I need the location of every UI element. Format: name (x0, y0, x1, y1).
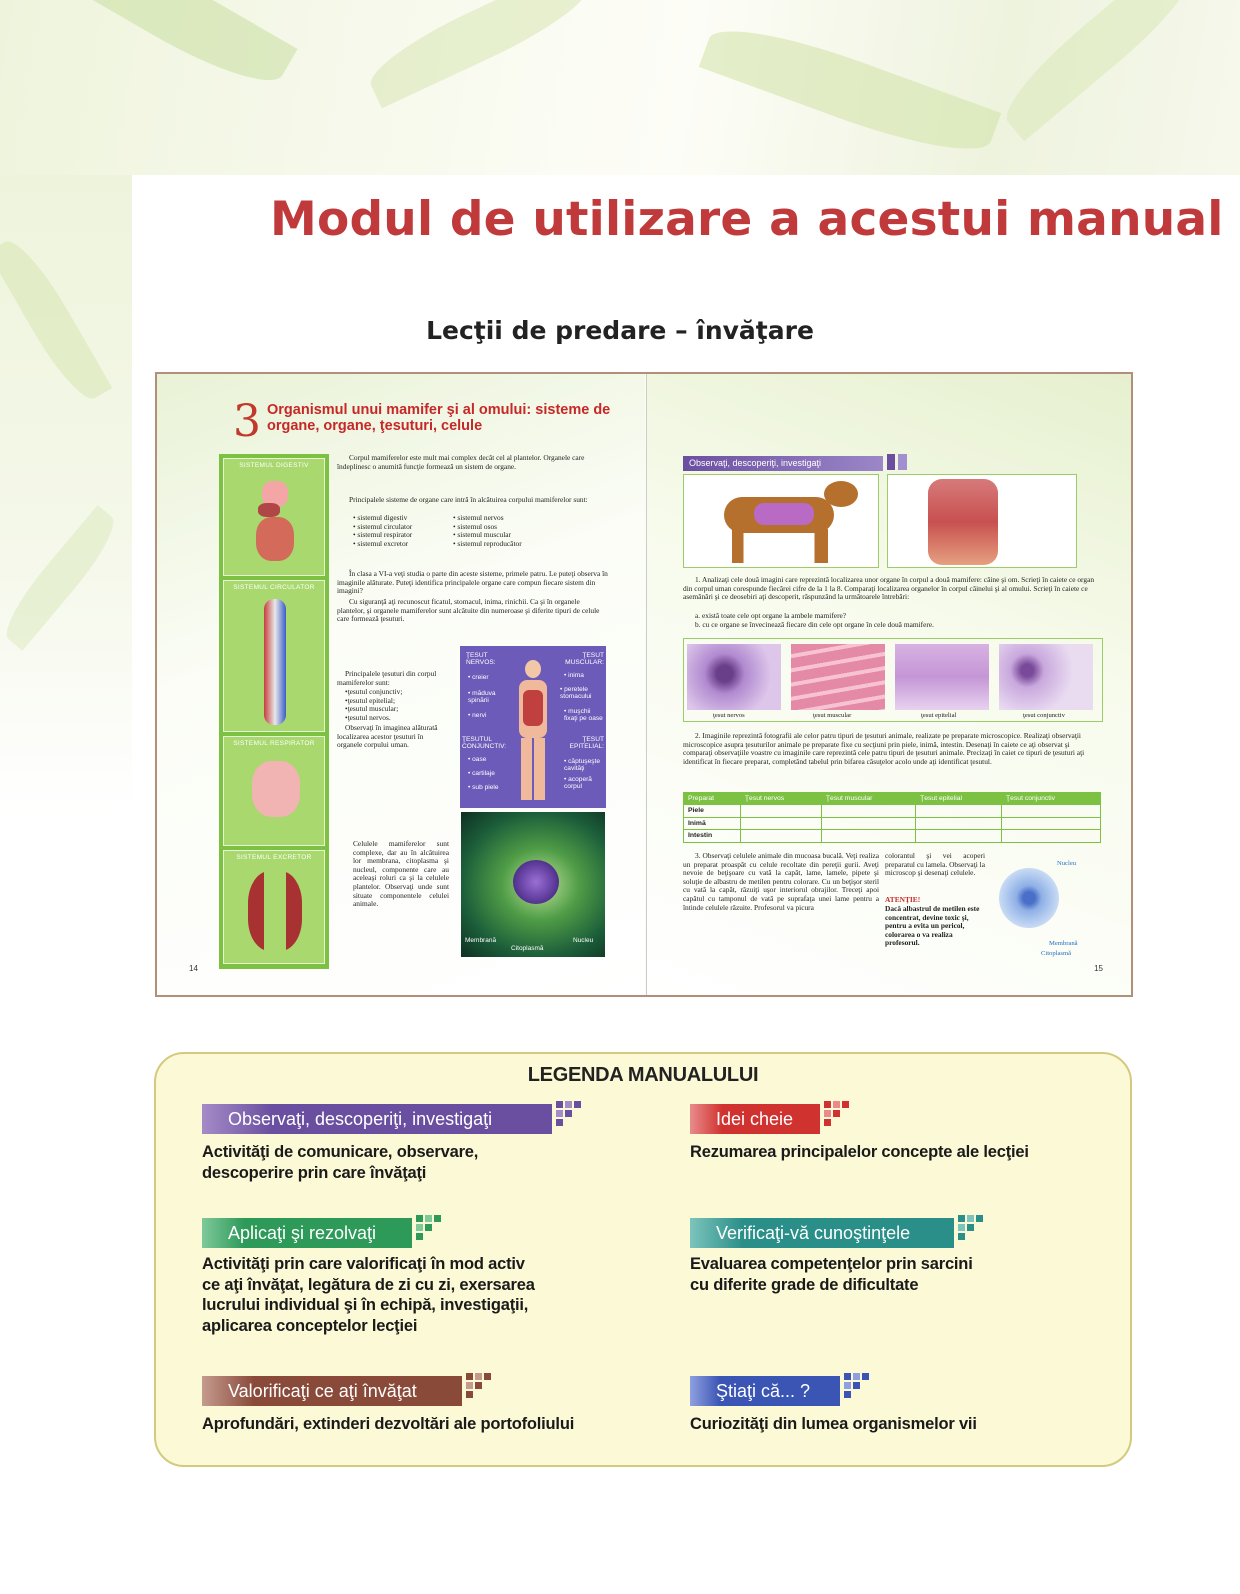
table-row (684, 817, 1101, 830)
warning-title: ATENŢIE! (885, 895, 921, 904)
human-body-figure (513, 660, 553, 800)
section-header-squares-icon (887, 454, 907, 470)
legend-tag-label: Aplicaţi şi rezolvaţi (228, 1223, 377, 1243)
nervos-item: • creier (468, 674, 489, 681)
warning-text: Dacă albastrul de metilen este concentrat, devine toxic şi, pentru a evita un pericol, colorarea o va realiza profesorul. (885, 904, 980, 948)
table-cell (916, 805, 1002, 818)
legend-title: LEGENDA MANUALULUI (527, 1064, 759, 1086)
table-header: Preparat (684, 793, 741, 805)
label-tesut-muscular: ŢESUT MUSCULAR: (565, 652, 604, 667)
table-header: Ţesut conjunctiv (1001, 793, 1100, 805)
task-3-text: 3. Observaţi celulele animale din mucoasa bucală. Veţi realiza un preparat proaspăt cu celule recoltate din pereţii gurii. Aveţi nevoie de beţişoare cu vată la capăt, lame, lamele, pipete şi soluţie de albastru de metilen pentru colorare. Cu un beţişor steril cu vată la capăt, răzuiţi uşor interiorul obrajilor. Treceţi apoi capătul cu tamponul de vată pe suprafaţa unei lame pentru a întinde celulele răzuite. Profesorul va picura (683, 851, 879, 912)
cells-text: Celulele mamiferelor sunt complexe, dar au în alcătuirea lor membrana, citoplasma şi nucleul, componente care au aceleaşi roluri ca şi la celulele plantelor. Observaţi unde sunt situate componentele celulei animale. (353, 839, 449, 909)
legend-tag-valorificati (202, 1376, 462, 1406)
system-box-respirator (223, 736, 325, 846)
table-row (684, 805, 1101, 818)
lungs-illustration (252, 761, 300, 817)
legend-desc: Activităţi de comunicare, observare, descoperire prin care învăţaţi (202, 1143, 479, 1182)
squares-icon (466, 1373, 500, 1403)
table-cell (821, 817, 915, 830)
system-box-circulator (223, 580, 325, 732)
legend-tag-observati (202, 1104, 552, 1134)
list-item: •ţesutul conjunctiv; (345, 687, 403, 696)
cheek-cell-illustration (999, 868, 1059, 928)
list-item: • sistemul nervos (453, 513, 504, 522)
cheek-cell-label: Membrană (1049, 940, 1078, 947)
task-1-text: 1. Analizaţi cele două imagini care reprezintă localizarea unor organe în corpul a două mamifere: câine şi om. Scrieţi în caiete ce organ din corpul uman corespunde fiecărei cifre de la 1 la 8. Comparaţi localizarea organelor în corpul câinelui şi al omului. Scrieţi în caiete ce asemănări şi ce deosebiri aţi descoperit, răspunzând la următoarele întrebări: (683, 575, 1095, 602)
list-item: •ţesutul epitelial; (345, 695, 395, 705)
head-shape (525, 660, 541, 678)
legend-tag-label: Valorificaţi ce aţi învăţat (228, 1381, 417, 1401)
right-page (646, 374, 1133, 995)
legend-desc: Curiozităţi din lumea organismelor vii (690, 1415, 977, 1433)
organs-shape (523, 690, 543, 726)
system-box-digestiv (223, 458, 325, 576)
cell-label: Citoplasmă (511, 945, 544, 952)
legend-tag-label: Observaţi, descoperiţi, investigaţi (228, 1109, 493, 1129)
photo-label: ţesut conjunctiv (1023, 712, 1065, 719)
dog-organs-figure (683, 474, 879, 568)
epitelial-item: • căptuşeşte cavităţi (564, 758, 601, 773)
squares-icon (556, 1101, 590, 1131)
task-2-text: 2. Imaginile reprezintă fotografii ale celor patru tipuri de ţesuturi animale, realizate pe preparate microscopice. Realizaţi observaţii microscopice asupra ţesuturilor animale pe preparate fixe cu secţiuni prin piele, inimă, intestin. Desenaţi în caiete ce aţi observat şi comparaţi observaţiile voastre cu imaginile care reprezintă cele patru tipuri de ţesuturi animale. Precizaţi în caiet ce tipuri de ţesuturi aţi identificat în fiecare preparat, completând tabelul prin bifarea căsuţelor acolo unde aţi identificat ţesutul. (683, 731, 1085, 766)
table-cell (1001, 817, 1100, 830)
organ-systems-column (219, 454, 329, 969)
list-item: • sistemul digestiv (353, 513, 408, 522)
list-item: • sistemul excretor (353, 538, 409, 548)
cell-label: Nucleu (573, 937, 594, 944)
organs-text: Cu siguranţă aţi recunoscut ficatul, stomacul, inima, rinichii. Ca şi în organele plantelor, şi organele mamiferelor sunt alcătuite din numeroase şi diferite tipuri de celule care formează ţesuturi. (337, 597, 600, 624)
table-row (684, 830, 1101, 843)
squares-icon (958, 1215, 992, 1245)
legend-tag-label: Verificaţi-vă cunoştinţele (716, 1223, 911, 1243)
task-1-a: a. există toate cele opt organe la ambele mamifere? (695, 611, 847, 620)
legend-tag-idei-cheie (690, 1104, 820, 1134)
lesson-title: Organismul unui mamifer şi al omului: sisteme de organe, organe, ţesuturi, celule (267, 402, 611, 434)
systems-list-a (353, 514, 453, 548)
list-item: • sistemul muscular (453, 530, 512, 540)
intestine-illustration (256, 517, 294, 561)
section-header-observati: Observaţi, descoperiţi, investigaţi (683, 456, 883, 471)
system-label: SISTEMUL EXCRETOR (236, 854, 312, 861)
table-cell (740, 817, 821, 830)
legend-box (154, 1052, 1132, 1467)
table-header: Ţesut epitelial (916, 793, 1002, 805)
table-header: Ţesut muscular (821, 793, 915, 805)
table-cell (740, 830, 821, 843)
nervos-item: • nervi (468, 712, 487, 719)
page-title: Modul de utilizare a acestui manual (270, 192, 1224, 247)
list-item: • sistemul osos (453, 521, 498, 531)
systems-intro: Principalele sisteme de organe care intră în alcătuirea corpului mamiferelor sunt: (349, 495, 588, 504)
animal-cell-illustration (461, 812, 605, 957)
table-cell (1001, 805, 1100, 818)
left-page (157, 374, 645, 995)
nervos-item: • măduva spinării (468, 690, 496, 705)
list-item: • sistemul circulator (353, 521, 413, 531)
table-cell (821, 830, 915, 843)
intro-text: Corpul mamiferelor este mult mai complex decât cel al plantelor. Organele care îndeplinesc o anumită funcţie formează un sistem de organe. (337, 453, 585, 471)
photo-tesut-muscular (791, 644, 885, 710)
cheek-cell-label: Citoplasmă (1041, 950, 1072, 957)
legend-desc: Evaluarea competenţelor prin sarcini cu diferite grade de dificultate (690, 1255, 973, 1294)
list-item: • sistemul reproducător (453, 538, 522, 548)
task-3-continued: colorantul şi vei acoperi preparatul cu lamela. Observaţi la microscop şi desenaţi celulele. (885, 851, 985, 878)
photo-tesut-epitelial (895, 644, 989, 710)
label-tesut-conjunctiv: ŢESUTUL CONJUNCTIV: (462, 736, 507, 751)
muscular-item: • peretele stomacului (560, 686, 592, 701)
cheek-cell-label: Nucleu (1057, 860, 1077, 867)
table-cell (916, 830, 1002, 843)
dog-head-shape (824, 481, 858, 507)
photo-label: ţesut epitelial (921, 712, 957, 719)
dog-legs-shape (732, 529, 828, 563)
table-cell: Piele (684, 805, 741, 818)
table-cell (740, 805, 821, 818)
photo-label: ţesut nervos (713, 712, 745, 719)
page-number-right: 15 (1094, 964, 1103, 973)
textbook-spread (155, 372, 1133, 997)
system-label: SISTEMUL RESPIRATOR (233, 740, 315, 747)
cell-label: Membrană (465, 937, 497, 944)
tissue-table (683, 792, 1101, 843)
lesson-number: 3 (233, 396, 261, 447)
page-number-left: 14 (189, 964, 198, 973)
squares-icon (824, 1101, 858, 1131)
system-label: SISTEMUL DIGESTIV (239, 462, 309, 469)
table-cell: Intestin (684, 830, 741, 843)
legend-desc: Activităţi prin care valorificaţi în mod activ ce aţi învăţat, legătura de zi cu zi, exersarea lucrului individual şi în echipă, investigaţii, aplicarea conceptelor lecţiei (202, 1255, 535, 1335)
system-label: SISTEMUL CIRCULATOR (233, 584, 315, 591)
tissues-list (345, 688, 455, 722)
list-item: •ţesutul muscular; (345, 704, 399, 714)
conjunctiv-item: • cartilaje (468, 770, 495, 777)
table-header: Ţesut nervos (740, 793, 821, 805)
label-tesut-epitelial: ŢESUT EPITELIAL: (569, 736, 604, 751)
circulatory-figure-illustration (264, 599, 286, 725)
muscular-item: • inima (564, 672, 584, 679)
photo-label: ţesut muscular (813, 712, 852, 719)
tissues-intro: Principalele ţesuturi din corpul mamiferelor sunt: (337, 669, 437, 687)
human-torso-shape (928, 479, 998, 565)
table-cell: Inimă (684, 817, 741, 830)
table-cell (1001, 830, 1100, 843)
liver-illustration (258, 503, 280, 517)
photo-tesut-conjunctiv (999, 644, 1093, 710)
dog-organs-shape (754, 503, 814, 525)
conjunctiv-item: • oase (468, 756, 487, 763)
legend-tag-label: Idei cheie (716, 1109, 794, 1129)
photo-tesut-nervos (687, 644, 781, 710)
class6-text: În clasa a VI-a veţi studia o parte din aceste sisteme, primele patru. Le puteţi observa în imaginile alăturate. Puteţi identifica principalele organe care compun fiecare sistem din imagini? (337, 569, 608, 596)
legend-tag-stiati (690, 1376, 840, 1406)
label-tesut-nervos: ŢESUT NERVOS: (466, 652, 496, 667)
page-subtitle: Lecţii de predare – învăţare (426, 316, 814, 345)
squares-icon (416, 1215, 450, 1245)
table-cell (916, 817, 1002, 830)
legend-tag-aplicati (202, 1218, 412, 1248)
task-1-b: b. cu ce organe se învecinează fiecare din cele opt organe în cele două mamifere. (695, 620, 934, 629)
kidneys-illustration (248, 871, 302, 951)
tissues-observe-text: Observaţi în imaginea alăturată localizarea acestor ţesuturi în organele corpului uman. (337, 723, 438, 750)
legend-desc: Rezumarea principalelor concepte ale lecţiei (690, 1143, 1029, 1161)
systems-list-b (453, 514, 603, 548)
list-item: •ţesutul nervos. (345, 712, 391, 722)
list-item: • sistemul respirator (353, 530, 413, 540)
epitelial-item: • acoperă corpul (564, 776, 592, 791)
legend-tag-label: Ştiaţi că... ? (716, 1381, 811, 1401)
human-organs-figure (887, 474, 1077, 568)
system-box-excretor (223, 850, 325, 964)
squares-icon (844, 1373, 878, 1403)
muscular-item: • muşchii fixaţi pe oase (564, 708, 603, 723)
conjunctiv-item: • sub piele (468, 784, 499, 791)
legend-tag-verificati (690, 1218, 954, 1248)
nucleus-shape (513, 860, 559, 904)
table-cell (821, 805, 915, 818)
legend-desc: Aprofundări, extinderi dezvoltări ale portofoliului (202, 1415, 575, 1433)
legs-shape (521, 738, 545, 800)
